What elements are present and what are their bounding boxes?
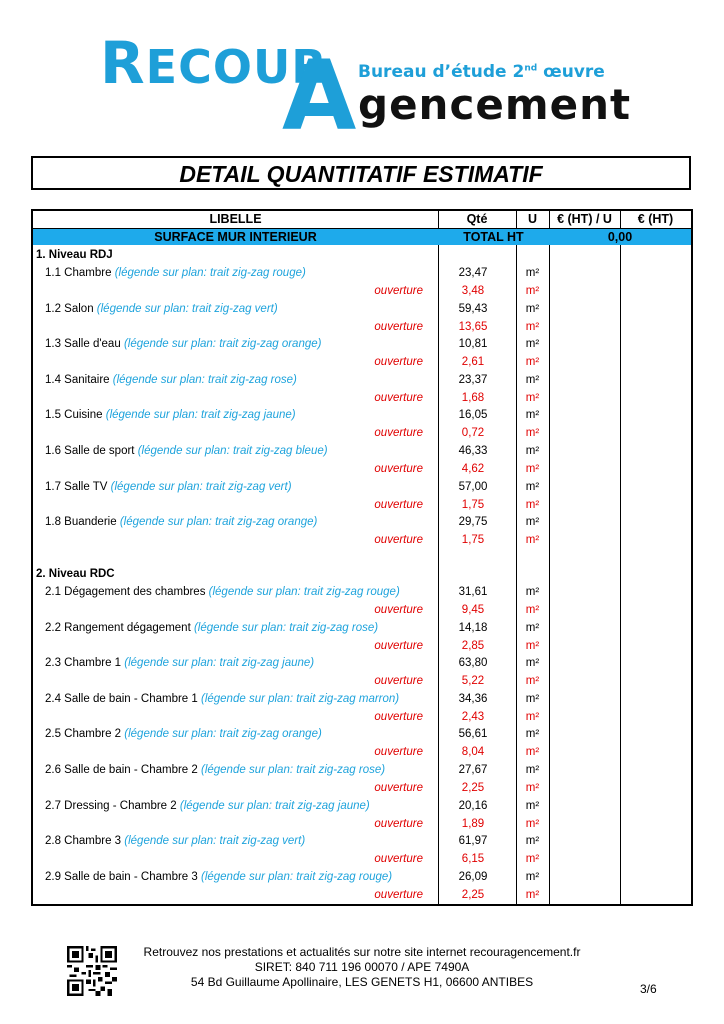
- table-row-ouverture: [33, 497, 691, 514]
- table-header: [33, 211, 691, 229]
- room-legend: (légende sur plan: trait zig-zag orange): [123, 338, 322, 351]
- ouverture-unit: m²: [525, 888, 540, 901]
- ouverture-unit: m²: [525, 853, 540, 866]
- table-row: [33, 407, 691, 424]
- table-row: [33, 691, 691, 708]
- room-unit: m²: [525, 728, 540, 741]
- ouverture-label: ouverture: [374, 604, 423, 616]
- room-name: 1.1 Chambre: [45, 267, 115, 279]
- room-label: [45, 726, 322, 743]
- room-name: 2.6 Salle de bain - Chambre 2: [45, 764, 201, 776]
- ouverture-unit: m²: [525, 710, 540, 723]
- table-row: [33, 584, 691, 601]
- room-label: [45, 762, 385, 779]
- room-unit: m²: [525, 764, 540, 776]
- room-quantity: 20,16: [458, 799, 488, 812]
- header-libelle: LIBELLE: [209, 212, 262, 226]
- room-quantity: 10,81: [458, 338, 488, 351]
- room-name: 2.1 Dégagement des chambres: [45, 586, 209, 598]
- ouverture-unit: m²: [525, 320, 540, 333]
- ouverture-label: ouverture: [374, 782, 423, 794]
- footer: [0, 945, 724, 990]
- room-name: 2.7 Dressing - Chambre 2: [45, 799, 180, 812]
- document-title: DETAIL QUANTITATIF ESTIMATIF: [179, 161, 543, 187]
- room-label: [45, 301, 278, 318]
- room-label: [45, 336, 321, 353]
- table-row: [33, 514, 691, 531]
- room-quantity: 34,36: [458, 692, 488, 705]
- room-label: [45, 265, 306, 282]
- table-row: [33, 762, 691, 779]
- ouverture-label: ouverture: [374, 853, 423, 866]
- room-label: [45, 691, 399, 708]
- ouverture-unit: m²: [525, 391, 540, 404]
- room-unit: m²: [525, 409, 540, 422]
- table-row-ouverture: [33, 638, 691, 655]
- ouverture-label: ouverture: [374, 817, 423, 830]
- table-row: [33, 869, 691, 886]
- room-quantity: 31,61: [458, 586, 488, 598]
- room-legend: (légende sur plan: trait zig-zag bleue): [137, 445, 328, 457]
- room-quantity: 29,75: [458, 516, 488, 529]
- room-legend: (légende sur plan: trait zig-zag rouge): [114, 267, 306, 279]
- table-row-ouverture: [33, 744, 691, 761]
- room-unit: m²: [525, 445, 540, 457]
- room-quantity: 57,00: [458, 480, 488, 493]
- table-row: [33, 265, 691, 282]
- room-label: [45, 584, 400, 601]
- ouverture-quantity: 8,04: [461, 746, 485, 759]
- room-unit: m²: [525, 692, 540, 705]
- quantity-table: [31, 209, 693, 906]
- room-quantity: 27,67: [458, 764, 488, 776]
- ouverture-unit: m²: [525, 604, 540, 616]
- ouverture-quantity: 4,62: [461, 463, 485, 475]
- logo-subtitle: Bureau d’étude 2nd œuvre: [358, 62, 605, 82]
- room-legend: (légende sur plan: trait zig-zag vert): [110, 480, 292, 493]
- ouverture-label: ouverture: [374, 320, 423, 333]
- room-unit: m²: [525, 586, 540, 598]
- logo-big-a: A: [282, 40, 357, 152]
- room-unit: m²: [525, 835, 540, 848]
- ouverture-unit: m²: [525, 534, 540, 547]
- table-row-ouverture: [33, 461, 691, 478]
- ouverture-unit: m²: [525, 675, 540, 688]
- room-name: 2.2 Rangement dégagement: [45, 621, 194, 634]
- ouverture-label: ouverture: [374, 710, 423, 723]
- ouverture-unit: m²: [525, 463, 540, 475]
- section-title: 1. Niveau RDJ: [36, 249, 113, 261]
- header-price: € (HT): [637, 212, 674, 226]
- ouverture-quantity: 2,25: [461, 888, 485, 901]
- ouverture-quantity: 13,65: [458, 320, 488, 333]
- ouverture-unit: m²: [525, 498, 540, 511]
- table-row-ouverture: [33, 851, 691, 868]
- room-label: [45, 833, 305, 850]
- ouverture-quantity: 2,25: [461, 782, 485, 794]
- room-quantity: 23,37: [458, 373, 488, 386]
- table-row: [33, 479, 691, 496]
- logo-gencement: gencement: [358, 80, 632, 129]
- room-unit: m²: [525, 799, 540, 812]
- page-number: 3/6: [640, 982, 657, 996]
- room-name: 1.4 Sanitaire: [45, 373, 113, 386]
- summary-total-label: TOTAL HT: [463, 230, 524, 244]
- ouverture-unit: m²: [525, 356, 540, 369]
- room-quantity: 63,80: [458, 657, 488, 670]
- room-unit: m²: [525, 516, 540, 529]
- ouverture-label: ouverture: [374, 675, 423, 688]
- ouverture-label: ouverture: [374, 356, 423, 369]
- ouverture-quantity: 9,45: [461, 604, 485, 616]
- room-legend: (légende sur plan: trait zig-zag rose): [200, 764, 386, 776]
- room-legend: (légende sur plan: trait zig-zag jaune): [124, 657, 315, 670]
- table-row-ouverture: [33, 709, 691, 726]
- table-row-ouverture: [33, 425, 691, 442]
- ouverture-unit: m²: [525, 639, 540, 652]
- ouverture-quantity: 3,48: [461, 285, 485, 297]
- ouverture-label: ouverture: [374, 639, 423, 652]
- ouverture-quantity: 2,61: [461, 356, 485, 369]
- footer-address: 54 Bd Guillaume Apollinaire, LES GENETS H1, 06600 ANTIBES: [190, 975, 534, 989]
- room-unit: m²: [525, 338, 540, 351]
- table-row-ouverture: [33, 816, 691, 833]
- ouverture-label: ouverture: [374, 285, 423, 297]
- ouverture-label: ouverture: [374, 746, 423, 759]
- room-quantity: 59,43: [458, 302, 488, 315]
- ouverture-label: ouverture: [374, 391, 423, 404]
- room-name: 2.8 Chambre 3: [45, 835, 125, 848]
- table-row-ouverture: [33, 354, 691, 371]
- room-legend: (légende sur plan: trait zig-zag rose): [112, 373, 297, 386]
- room-name: 1.6 Salle de sport: [45, 445, 138, 457]
- room-label: [45, 407, 296, 424]
- ouverture-quantity: 1,75: [461, 498, 485, 511]
- ouverture-label: ouverture: [374, 463, 423, 475]
- ouverture-quantity: 2,43: [461, 710, 485, 723]
- header-u: U: [527, 212, 538, 226]
- ouverture-quantity: 1,75: [461, 534, 485, 547]
- ouverture-unit: m²: [525, 817, 540, 830]
- table-row-ouverture: [33, 602, 691, 619]
- room-label: [45, 372, 297, 389]
- footer-website: Retrouvez nos prestations et actualités sur notre site internet recouragencement.fr: [143, 945, 581, 959]
- room-quantity: 23,47: [458, 267, 488, 279]
- table-row: [33, 372, 691, 389]
- room-name: 1.7 Salle TV: [45, 480, 111, 493]
- header-price-unit: € (HT) / U: [557, 212, 612, 226]
- summary-label: SURFACE MUR INTERIEUR: [154, 230, 317, 244]
- section-title: 2. Niveau RDC: [36, 568, 115, 580]
- room-unit: m²: [525, 657, 540, 670]
- table-row: [33, 655, 691, 672]
- table-row-ouverture: [33, 319, 691, 336]
- room-legend: (légende sur plan: trait zig-zag jaune): [105, 409, 296, 422]
- room-legend: (légende sur plan: trait zig-zag marron): [200, 692, 400, 705]
- room-quantity: 14,18: [458, 621, 488, 634]
- room-label: [45, 479, 292, 496]
- table-row-ouverture: [33, 887, 691, 904]
- company-logo: [100, 29, 632, 152]
- room-name: 2.5 Chambre 2: [45, 728, 125, 741]
- ouverture-label: ouverture: [374, 427, 423, 440]
- summary-row: [33, 229, 691, 245]
- room-label: [45, 443, 328, 460]
- room-quantity: 16,05: [458, 409, 488, 422]
- room-legend: (légende sur plan: trait zig-zag orange): [124, 728, 322, 741]
- room-legend: (légende sur plan: trait zig-zag jaune): [179, 799, 370, 812]
- room-unit: m²: [525, 621, 540, 634]
- room-unit: m²: [525, 373, 540, 386]
- table-row-ouverture: [33, 390, 691, 407]
- room-label: [45, 869, 392, 886]
- room-quantity: 56,61: [458, 728, 488, 741]
- document-title-box: [31, 156, 691, 190]
- ouverture-label: ouverture: [374, 534, 423, 547]
- ouverture-quantity: 6,15: [461, 853, 485, 866]
- table-row-ouverture: [33, 532, 691, 549]
- room-unit: m²: [525, 267, 540, 279]
- ouverture-unit: m²: [525, 746, 540, 759]
- room-legend: (légende sur plan: trait zig-zag rose): [193, 621, 379, 634]
- table-row: [33, 833, 691, 850]
- table-row: [33, 620, 691, 637]
- footer-siret: SIRET: 840 711 196 00070 / APE 7490A: [254, 960, 470, 974]
- table-row: [33, 301, 691, 318]
- room-quantity: 46,33: [458, 445, 488, 457]
- ouverture-quantity: 1,89: [461, 817, 485, 830]
- header-qte: Qté: [466, 212, 488, 226]
- room-name: 2.3 Chambre 1: [45, 657, 125, 670]
- table-row: [33, 443, 691, 460]
- room-legend: (légende sur plan: trait zig-zag rouge): [200, 870, 393, 883]
- table-row-ouverture: [33, 780, 691, 797]
- room-name: 2.4 Salle de bain - Chambre 1: [45, 692, 201, 705]
- room-unit: m²: [525, 302, 540, 315]
- room-name: 1.5 Cuisine: [45, 409, 106, 422]
- summary-total-value: 0,00: [607, 230, 633, 244]
- ouverture-label: ouverture: [374, 498, 423, 511]
- ouverture-quantity: 5,22: [461, 675, 485, 688]
- ouverture-quantity: 1,68: [461, 391, 485, 404]
- room-label: [45, 514, 317, 531]
- room-legend: (légende sur plan: trait zig-zag vert): [96, 302, 278, 315]
- ouverture-label: ouverture: [374, 888, 423, 901]
- room-legend: (légende sur plan: trait zig-zag vert): [124, 835, 306, 848]
- table-row: [33, 726, 691, 743]
- ouverture-unit: m²: [525, 427, 540, 440]
- table-row-ouverture: [33, 673, 691, 690]
- room-quantity: 61,97: [458, 835, 488, 848]
- room-legend: (légende sur plan: trait zig-zag rouge): [208, 586, 400, 598]
- room-label: [45, 655, 314, 672]
- room-unit: m²: [525, 870, 540, 883]
- room-quantity: 26,09: [458, 870, 488, 883]
- room-label: [45, 620, 378, 637]
- room-legend: (légende sur plan: trait zig-zag orange): [119, 516, 318, 529]
- table-row-ouverture: [33, 283, 691, 300]
- table-row: [33, 798, 691, 815]
- room-name: 1.8 Buanderie: [45, 516, 120, 529]
- room-name: 1.3 Salle d'eau: [45, 338, 124, 351]
- room-label: [45, 798, 370, 815]
- room-unit: m²: [525, 480, 540, 493]
- table-row: [33, 336, 691, 353]
- ouverture-quantity: 0,72: [461, 427, 485, 440]
- ouverture-unit: m²: [525, 285, 540, 297]
- logo-recour: RECOUR: [100, 29, 328, 97]
- room-name: 2.9 Salle de bain - Chambre 3: [45, 870, 201, 883]
- room-name: 1.2 Salon: [45, 302, 97, 315]
- ouverture-unit: m²: [525, 782, 540, 794]
- ouverture-quantity: 2,85: [461, 639, 485, 652]
